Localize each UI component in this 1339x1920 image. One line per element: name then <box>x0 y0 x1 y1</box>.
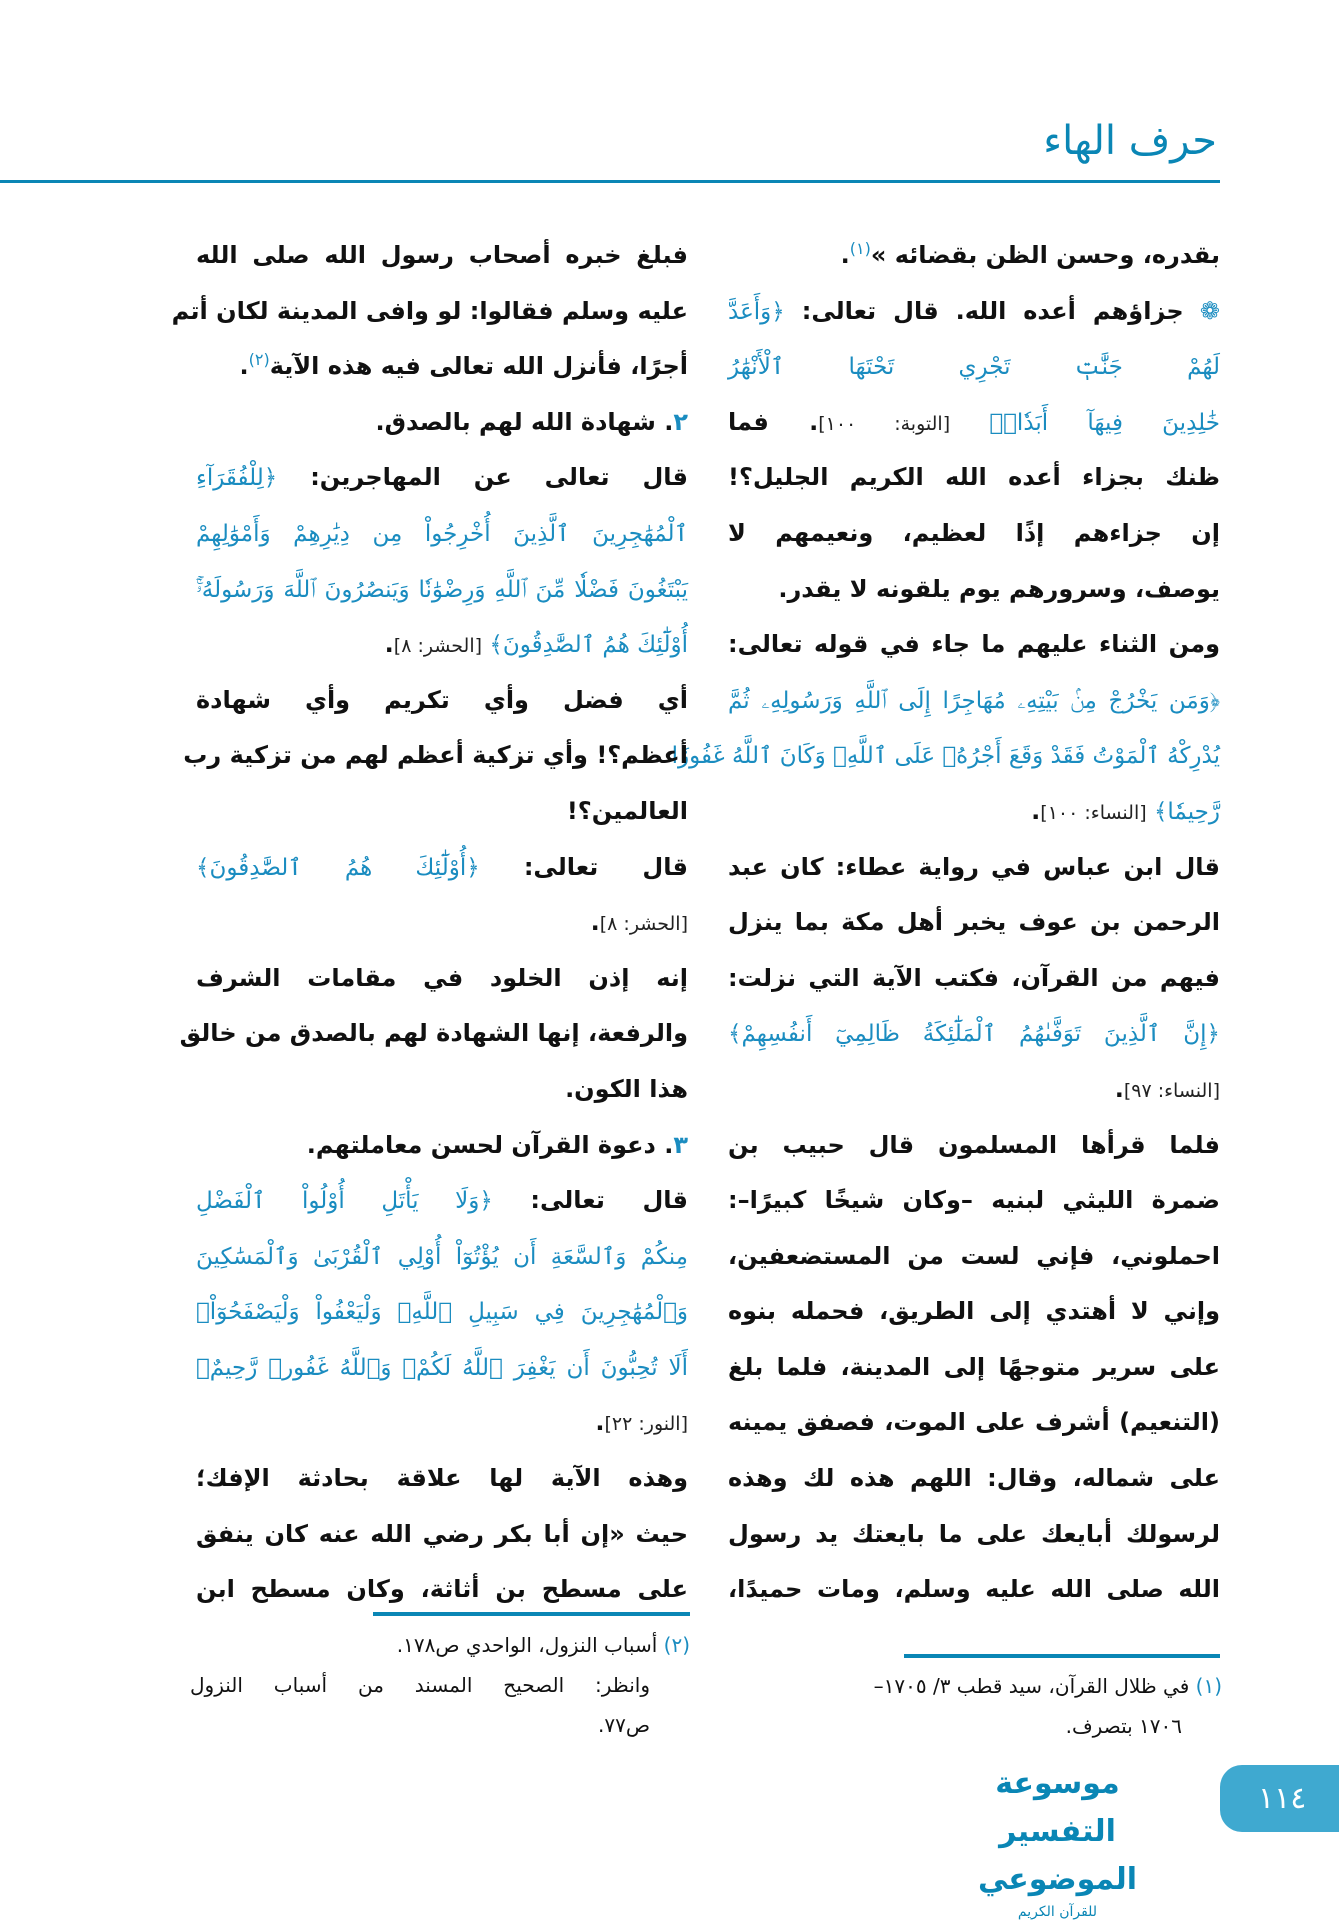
body-text: . <box>590 908 600 937</box>
text-line <box>728 673 1220 729</box>
body-text: . <box>239 352 249 381</box>
footnote-number: (١) <box>1195 1674 1222 1698</box>
body-text: . <box>595 1408 605 1437</box>
text-line <box>196 1173 688 1229</box>
text-line <box>196 1284 688 1340</box>
footnote-text: أسباب النزول، الواحدي ص١٧٨. <box>396 1633 658 1657</box>
body-text: إن جزاءهم إذًا لعظيم، ونعيمهم لا <box>728 518 1220 547</box>
verse-reference: [التوبة: ١٠٠] <box>818 412 951 435</box>
quran-verse: خَٰلِدِينَ فِيهَآ أَبَدٗاۚ﴾ <box>950 409 1220 436</box>
chapter-title: حرف الهاء <box>1043 118 1217 164</box>
text-line <box>728 1229 1220 1285</box>
body-text: على سرير متوجهًا إلى المدينة، فلما بلغ <box>728 1352 1220 1381</box>
text-line <box>728 1284 1220 1340</box>
footnote-text: ١٧٠٦ بتصرف. <box>1065 1714 1182 1738</box>
body-text: الرحمن بن عوف يخبر أهل مكة بما ينزل <box>728 908 1220 937</box>
text-line <box>196 784 688 840</box>
section-heading: . شهادة الله لهم بالصدق. <box>375 407 674 436</box>
logo-title: موسوعة التفسير الموضوعي <box>977 1766 1138 1897</box>
footnote-divider-right <box>904 1654 1220 1658</box>
text-line <box>728 1340 1220 1396</box>
flower-bullet-icon: ❁ <box>1183 296 1220 325</box>
body-text: فلما قرأها المسلمون قال حبيب بن <box>728 1130 1220 1159</box>
text-line <box>728 1062 1220 1118</box>
text-line <box>196 395 688 451</box>
right-column <box>671 228 1220 1618</box>
text-line <box>728 339 1220 395</box>
quran-verse: أُوْلَٰٓئِكَ هُمُ ٱلصَّٰدِقُونَ﴾ <box>482 632 688 659</box>
body-text: أعظم؟! وأي تزكية أعظم لهم من تزكية رب <box>183 741 688 770</box>
verse-reference: [النساء: ٩٧] <box>1123 1079 1220 1102</box>
body-text: جزاؤهم أعده الله. قال تعالى: <box>784 296 1184 325</box>
text-line <box>196 1507 688 1563</box>
footnote-2 <box>190 1625 690 1745</box>
text-line <box>728 562 1220 618</box>
section-number: ٢ <box>673 407 688 436</box>
text-line <box>728 228 1220 284</box>
text-line <box>728 506 1220 562</box>
footnote-text: في ظلال القرآن، سيد قطب ٣/ ١٧٠٥– <box>873 1674 1190 1698</box>
body-text: قال تعالى: <box>492 1186 688 1215</box>
footnote-number: (٢) <box>663 1633 690 1657</box>
text-line <box>179 1006 688 1062</box>
text-line <box>728 1006 1220 1062</box>
body-text: إنه إذن الخلود في مقامات الشرف <box>196 963 688 992</box>
body-text: هذا الكون. <box>565 1074 688 1103</box>
body-text: قال ابن عباس في رواية عطاء: كان عبد <box>728 852 1220 881</box>
verse-reference: [النساء: ١٠٠] <box>1040 801 1147 824</box>
encyclopedia-logo <box>935 1760 1180 1920</box>
text-line <box>196 339 688 395</box>
section-heading: . دعوة القرآن لحسن معاملتهم. <box>306 1130 674 1159</box>
text-line <box>196 673 688 729</box>
quran-verse: وَٱلْمُهَٰجِرِينَ فِي سَبِيلِ ٱللَّهِۖ وَلْيَعْفُواْ وَلْيَصْفَحُوٓاْۗ <box>196 1299 688 1326</box>
text-line <box>728 450 1220 506</box>
text-line <box>196 228 688 284</box>
text-line <box>196 895 688 951</box>
verse-reference: [النور: ٢٢] <box>604 1413 688 1436</box>
body-text: ومن الثناء عليهم ما جاء في قوله تعالى: <box>728 630 1220 659</box>
text-line <box>196 1340 688 1396</box>
quran-verse: ﴿وَلَا يَأْتَلِ أُوْلُواْ ٱلْفَضْلِ <box>196 1188 493 1215</box>
text-line <box>728 951 1220 1007</box>
footnote-marker: (٢) <box>248 350 270 370</box>
text-line <box>171 284 688 340</box>
body-text: ظنك بجزاء أعده الله الكريم الجليل؟! <box>728 463 1220 492</box>
body-text: يوصف، وسرورهم يوم يلقونه لا يقدر. <box>778 574 1220 603</box>
text-line <box>728 1562 1220 1618</box>
body-text: ضمرة الليثي لبنيه –وكان شيخًا كبيرًا–: <box>728 1186 1220 1215</box>
quran-verse: ﴿إِنَّ ٱلَّذِينَ تَوَفَّىٰهُمُ ٱلْمَلَٰٓئِكَةُ ظَالِمِيٓ أَنفُسِهِمْ﴾ <box>728 1021 1220 1048</box>
body-text: بقدره، وحسن الظن بقضائه » <box>870 241 1220 269</box>
text-line <box>196 951 688 1007</box>
footnote-1 <box>722 1666 1222 1746</box>
body-text: . <box>384 630 394 659</box>
text-line <box>196 506 688 562</box>
header-rule <box>0 180 1220 183</box>
body-text: فبلغ خبره أصحاب رسول الله صلى الله <box>196 241 688 269</box>
text-line <box>196 1562 688 1618</box>
text-line <box>728 895 1220 951</box>
quran-verse: أَلَا تُحِبُّونَ أَن يَغْفِرَ ٱللَّهُ لَكُمْۚ وَٱللَّهُ غَفُورٞ رَّحِيمٌ﴾ <box>196 1354 688 1381</box>
body-text: (التنعيم) أشرف على الموت، فصفق يمينه <box>728 1408 1220 1437</box>
text-line <box>196 840 688 896</box>
text-line <box>728 284 1220 340</box>
quran-verse: ﴿وَأَعَدَّ <box>728 298 785 325</box>
body-text: على مسطح بن أثاثة، وكان مسطح ابن <box>196 1575 688 1604</box>
quran-verse: يُدْرِكْهُ ٱلْمَوْتُ فَقَدْ وَقَعَ أَجْرُهُۥ عَلَى ٱللَّهِۗ وَكَانَ ٱللَّهُ غَفُورٗا <box>671 743 1220 770</box>
page-number: ١١٤ <box>1220 1765 1339 1832</box>
text-line <box>728 1507 1220 1563</box>
body-text: عليه وسلم فقالوا: لو وافى المدينة لكان أتم <box>171 296 688 325</box>
text-line <box>728 840 1220 896</box>
body-text: الله صلى الله عليه وسلم، ومات حميدًا، <box>728 1575 1220 1604</box>
body-text: حيث «إن أبا بكر رضي الله عنه كان ينفق <box>196 1519 688 1548</box>
quran-verse: ﴿لِلْفُقَرَآءِ <box>196 465 278 492</box>
logo-subtitle: للقرآن الكريم <box>1017 1904 1098 1920</box>
body-text: وإني لا أهتدي إلى الطريق، فحمله بنوه <box>728 1297 1220 1326</box>
footnote-text: وانظر: الصحيح المسند من أسباب النزول <box>190 1673 650 1697</box>
section-number: ٣ <box>673 1130 688 1159</box>
quran-verse: ﴿وَمَن يَخْرُجْ مِنۢ بَيْتِهِۦ مُهَاجِرًا إِلَى ٱللَّهِ وَرَسُولِهِۦ ثُمَّ <box>728 687 1220 714</box>
text-line <box>196 1451 688 1507</box>
body-text: احملوني، فإني لست من المستضعفين، <box>728 1241 1220 1270</box>
body-text: وهذه الآية لها علاقة بحادثة الإفك؛ <box>196 1464 688 1493</box>
body-text: أي فضل وأي تكريم وأي شهادة <box>196 685 688 714</box>
text-line <box>728 784 1220 840</box>
text-line <box>183 728 688 784</box>
text-line <box>196 1118 688 1174</box>
footnote-text: ص٧٧. <box>597 1713 650 1737</box>
body-text: لرسولك أبايعك على ما بايعتك يد رسول <box>728 1519 1220 1548</box>
text-line <box>196 1062 688 1118</box>
body-text: . فما <box>728 407 819 436</box>
quran-verse: يَبْتَغُونَ فَضْلٗا مِّنَ ٱللَّهِ وَرِضْوَٰنٗا وَيَنصُرُونَ ٱللَّهَ وَرَسُولَهُۥٓۚ <box>196 576 688 603</box>
body-text: العالمين؟! <box>566 796 688 825</box>
footnote-marker: (١) <box>849 239 871 258</box>
quran-verse: رَّحِيمٗا﴾ <box>1146 798 1220 825</box>
verse-reference: [الحشر: ٨] <box>393 635 483 658</box>
quran-verse: ٱلْمُهَٰجِرِينَ ٱلَّذِينَ أُخْرِجُواْ مِن دِيَٰرِهِمْ وَأَمْوَٰلِهِمْ <box>196 520 688 547</box>
footnote-divider-left <box>373 1612 690 1616</box>
text-line <box>728 1451 1220 1507</box>
body-text: على شماله، وقال: اللهم هذه لك وهذه <box>728 1464 1220 1493</box>
text-line <box>196 562 688 618</box>
text-line <box>728 1395 1220 1451</box>
body-text: أجرًا، فأنزل الله تعالى فيه هذه الآية <box>269 352 688 381</box>
body-text: . <box>840 241 850 269</box>
text-line <box>728 1118 1220 1174</box>
text-line <box>196 450 688 506</box>
verse-reference: [الحشر: ٨] <box>599 913 688 936</box>
text-line <box>196 1395 688 1451</box>
body-text: . <box>1031 796 1041 825</box>
text-line <box>671 728 1220 784</box>
text-line <box>728 1173 1220 1229</box>
body-text: فيهم من القرآن، فكتب الآية التي نزلت: <box>728 963 1220 992</box>
quran-verse: لَهُمْ جَنَّٰتٖ تَجْرِي تَحْتَهَا ٱلْأَنْهَٰرُ <box>728 354 1220 381</box>
text-line <box>728 617 1220 673</box>
text-line <box>196 617 688 673</box>
body-text: قال تعالى عن المهاجرين: <box>277 463 688 492</box>
body-text: والرفعة، إنها الشهادة لهم بالصدق من خالق <box>179 1019 688 1048</box>
text-line <box>196 1229 688 1285</box>
quran-verse: مِنكُمْ وَٱلسَّعَةِ أَن يُؤْتُوٓاْ أُوْلِي ٱلْقُرْبَىٰ وَٱلْمَسَٰكِينَ <box>196 1243 688 1270</box>
text-line <box>728 395 1220 451</box>
left-column <box>171 228 688 1618</box>
body-text: . <box>1114 1074 1124 1103</box>
body-text: قال تعالى: <box>479 852 688 881</box>
quran-verse: ﴿أُوْلَٰٓئِكَ هُمُ ٱلصَّٰدِقُونَ﴾ <box>196 854 480 881</box>
